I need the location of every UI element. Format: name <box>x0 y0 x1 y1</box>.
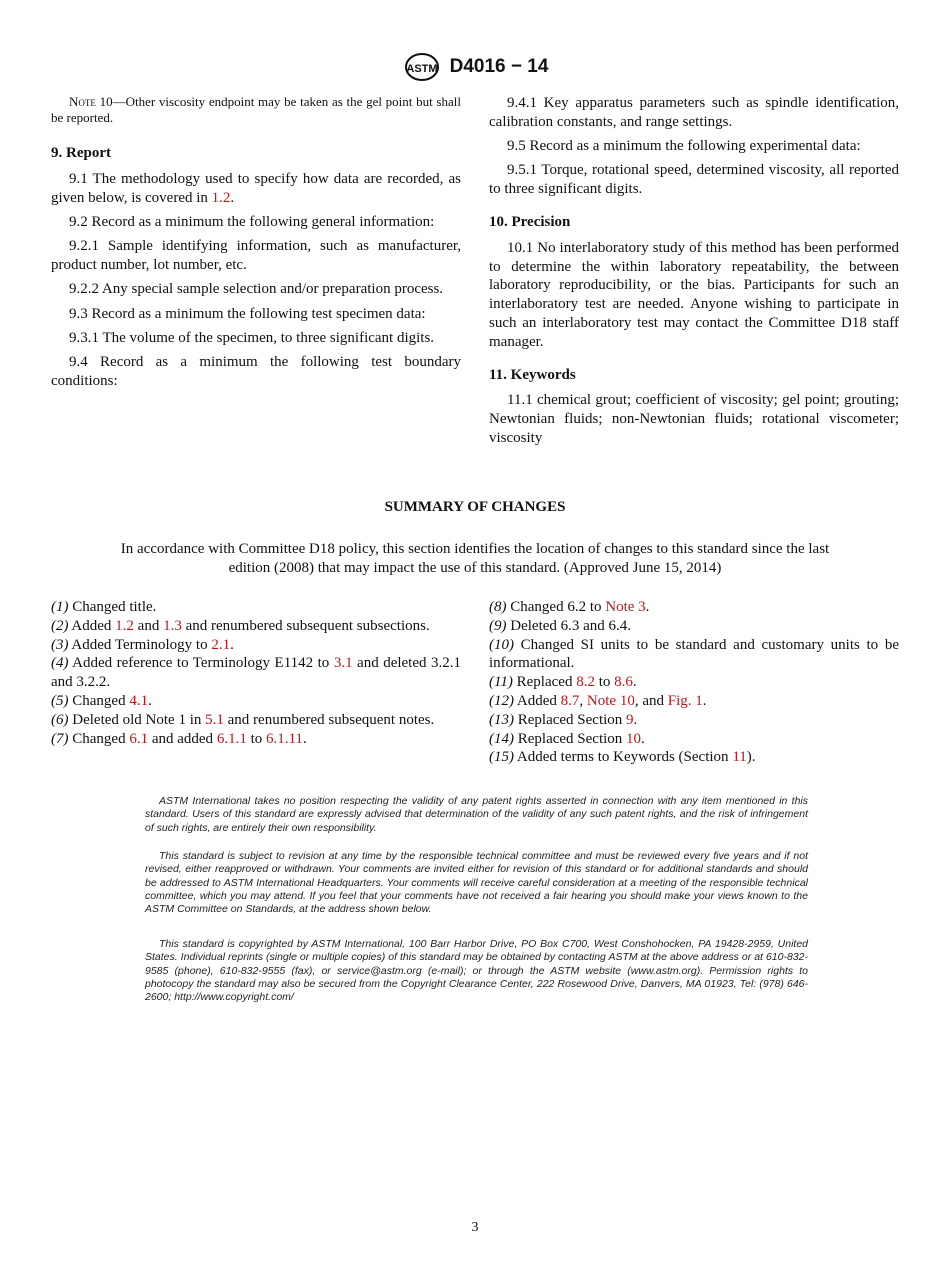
section-heading: 11. Keywords <box>489 366 576 383</box>
change-item <box>51 617 461 636</box>
change-number: (4) <box>51 655 69 672</box>
paragraph <box>51 280 461 299</box>
text-segment: . <box>633 711 638 728</box>
paragraph <box>51 305 461 324</box>
text-segment: , and <box>634 692 668 709</box>
text-segment: Deleted old Note 1 in <box>68 711 206 728</box>
footer-text: This standard is subject to revision at any time by the responsible technical committee and must be reviewed every five years and if not revised, either reapproved or withdrawn. Your comments are invited either for revision of this standard or for additional standards and should be addressed to ASTM International Headquarters. Your comments will receive careful consideration at a meeting of the responsible technical committee, which you may attend. If you feel that your comments have not received a fair hearing you should make your views known to the ASTM Committee on Standards, at the address shown below. <box>145 850 808 916</box>
cross-reference-link[interactable]: 6.1 <box>129 730 149 747</box>
change-number: (3) <box>51 636 69 653</box>
cross-reference-link[interactable]: 3.1 <box>333 655 353 672</box>
cross-reference-link[interactable]: Fig. 1 <box>667 692 703 709</box>
section-heading: 10. Precision <box>489 213 571 230</box>
change-item <box>489 598 899 617</box>
text-segment: 9.1 The methodology used to specify how data are recorded, as given below, is covered in <box>51 170 461 206</box>
changes-left <box>51 598 461 748</box>
change-number: (10) <box>489 636 514 653</box>
cross-reference-link[interactable]: 1.2 <box>211 189 231 206</box>
change-number: (11) <box>489 674 513 691</box>
text-segment: Changed 6.2 to <box>506 599 606 615</box>
cross-reference-link[interactable]: 11 <box>732 749 747 766</box>
text-segment: . <box>702 692 707 709</box>
text-segment: . <box>230 636 234 653</box>
change-number: (5) <box>51 692 69 709</box>
text-segment: 9.5.1 Torque, rotational speed, determined viscosity, all reported to three significant digits. <box>489 162 899 198</box>
text-segment: 9.5 Record as a minimum the following experimental data: <box>507 138 861 155</box>
text-segment: Added terms to Keywords (Section <box>514 749 733 766</box>
text-segment: 11.1 chemical grout; coefficient of viscosity; gel point; grouting; Newtonian fluids; non-Newtonian fluids; rotational viscometer; viscosity <box>489 392 899 446</box>
change-item <box>51 711 461 730</box>
change-number: (7) <box>51 730 69 747</box>
svg-text:ASTM: ASTM <box>406 63 438 75</box>
paragraph <box>51 329 461 348</box>
text-segment: and added <box>148 730 217 747</box>
paragraph <box>489 94 899 132</box>
text-segment: . <box>645 599 650 615</box>
paragraph <box>489 391 899 447</box>
footer-text: ASTM International takes no position respecting the validity of any patent rights asserted in connection with any item mentioned in this standard. Users of this standard are expressly advised that determination of the validity of any such patent rights, and the risk of infringement of such rights, are entirely their own responsibility. <box>145 795 808 834</box>
text-segment: Changed title. <box>68 599 157 615</box>
text-segment: to <box>594 674 615 691</box>
change-item <box>489 617 899 636</box>
text-segment: and deleted 3.2.1 and 3.2.2. <box>51 655 461 691</box>
text-segment: Deleted 6.3 and 6.4. <box>506 617 632 634</box>
footer-patent-notice <box>145 795 808 835</box>
text-segment: . <box>632 674 637 691</box>
text-segment: Added Terminology to <box>68 636 212 653</box>
cross-reference-link[interactable]: 10 <box>626 730 642 747</box>
text-segment: Replaced Section <box>514 730 627 747</box>
footer-copyright-notice <box>145 938 808 1004</box>
change-item <box>489 730 899 749</box>
text-segment: Added <box>514 692 561 709</box>
paragraph <box>51 237 461 275</box>
text-segment: 10.1 No interlaboratory study of this method has been performed to determine the within laboratory repeatability, the between laboratory reproducibility, or the bias. Participants for such an interlaboratory test are needed. Anyone wishing to participate in such an interlaboratory test may contact the Committee D18 staff manager. <box>489 239 899 350</box>
cross-reference-link[interactable]: 6.1.1 <box>216 730 247 747</box>
change-item <box>51 692 461 711</box>
text-segment: Changed SI units to be standard and customary units to be informational. <box>489 636 899 672</box>
section-heading: 9. Report <box>51 145 111 161</box>
change-item <box>489 636 899 674</box>
change-number: (2) <box>51 617 69 634</box>
change-item <box>51 654 461 692</box>
cross-reference-link[interactable]: 6.1.11 <box>265 730 303 747</box>
paragraph <box>489 161 899 199</box>
page-header <box>0 52 950 82</box>
summary-intro: In accordance with Committee D18 policy, this section identifies the location of changes to this standard since the last edition (2008) that may impact the use of this standard. (Approved June 15, 2014) <box>120 541 830 576</box>
text-segment: ). <box>746 749 756 766</box>
summary-title: SUMMARY OF CHANGES <box>384 499 566 515</box>
text-segment: 9.2.1 Sample identifying information, such as manufacturer, product number, lot number, etc. <box>51 238 461 273</box>
change-number: (8) <box>489 599 507 615</box>
cross-reference-link[interactable]: 1.3 <box>163 617 182 634</box>
change-number: (14) <box>489 730 514 747</box>
text-segment: Added <box>68 617 116 634</box>
cross-reference-link[interactable]: 8.7 <box>560 692 580 709</box>
text-segment: . <box>230 189 235 206</box>
change-item <box>489 711 899 730</box>
text-segment: to <box>246 730 266 747</box>
change-number: (6) <box>51 711 69 728</box>
text-segment: . <box>641 730 645 747</box>
note-paragraph <box>51 94 461 126</box>
text-segment: 9.4.1 Key apparatus parameters such as spindle identification, calibration constants, and range settings. <box>489 95 899 130</box>
cross-reference-link[interactable]: Note 3 <box>605 599 646 615</box>
text-segment: Changed <box>68 730 130 747</box>
change-item <box>489 748 899 767</box>
text-segment: , <box>579 692 587 709</box>
text-segment: 9.2 Record as a minimum the following general information: <box>69 213 435 230</box>
note-text: —Other viscosity endpoint may be taken as the gel point but shall be reported. <box>51 94 461 125</box>
text-segment: . <box>302 730 307 747</box>
left-column <box>51 94 461 396</box>
change-item <box>51 636 461 655</box>
text-segment: and <box>133 617 164 634</box>
astm-logo-icon <box>402 52 442 82</box>
text-segment: and renumbered subsequent notes. <box>223 711 435 728</box>
cross-reference-link[interactable]: 5.1 <box>205 711 224 728</box>
change-number: (9) <box>489 617 507 634</box>
change-item <box>51 598 461 617</box>
change-item <box>51 730 461 749</box>
page-number: 3 <box>471 1220 479 1235</box>
note-label: Note 10 <box>69 94 113 109</box>
text-segment: 9.3 Record as a minimum the following test specimen data: <box>69 305 426 322</box>
footer-revision-notice <box>145 850 808 916</box>
text-segment: and renumbered subsequent subsections. <box>181 617 430 634</box>
text-segment: 9.3.1 The volume of the specimen, to three significant digits. <box>69 329 435 346</box>
changes-right <box>489 598 899 767</box>
paragraph <box>51 353 461 391</box>
change-number: (12) <box>489 692 514 709</box>
paragraph <box>489 239 899 352</box>
footer-text: This standard is copyrighted by ASTM International, 100 Barr Harbor Drive, PO Box C700, West Conshohocken, PA 19428-2959, United States. Individual reprints (single or multiple copies) of this standard may be obtained by contacting ASTM at the above address or at 610-832-9585 (phone), 610-832-9555 (fax), or service@astm.org (e-mail); or through the ASTM website (www.astm.org). Permission rights to photocopy the standard may also be secured from the Copyright Clearance Center, 222 Rosewood Drive, Danvers, MA 01923, Tel: (978) 646-2600; http://www.copyright.com/ <box>145 938 808 1004</box>
cross-reference-link[interactable]: 8.2 <box>576 674 595 691</box>
cross-reference-link[interactable]: 1.2 <box>115 617 134 634</box>
cross-reference-link[interactable]: 9 <box>626 711 634 728</box>
cross-reference-link[interactable]: Note 10 <box>586 692 635 709</box>
paragraph <box>51 170 461 208</box>
cross-reference-link[interactable]: 2.1 <box>211 636 231 653</box>
text-segment: Added reference to Terminology E1142 to <box>68 655 334 672</box>
change-number: (15) <box>489 749 514 766</box>
cross-reference-link[interactable]: 4.1 <box>129 692 149 709</box>
text-segment: Replaced <box>512 674 577 691</box>
cross-reference-link[interactable]: 8.6 <box>614 674 633 691</box>
change-number: (1) <box>51 599 69 615</box>
document-id: D4016 − 14 <box>449 56 549 77</box>
text-segment: 9.4 Record as a minimum the following test boundary conditions: <box>51 354 461 389</box>
text-segment: Changed <box>68 692 130 709</box>
change-item <box>489 673 899 692</box>
change-number: (13) <box>489 711 514 728</box>
text-segment: 9.2.2 Any special sample selection and/or preparation process. <box>69 281 444 298</box>
text-segment: Replaced Section <box>514 711 627 728</box>
paragraph <box>489 137 899 156</box>
right-column <box>489 94 899 453</box>
paragraph <box>51 213 461 232</box>
change-item <box>489 692 899 711</box>
text-segment: . <box>148 692 152 709</box>
